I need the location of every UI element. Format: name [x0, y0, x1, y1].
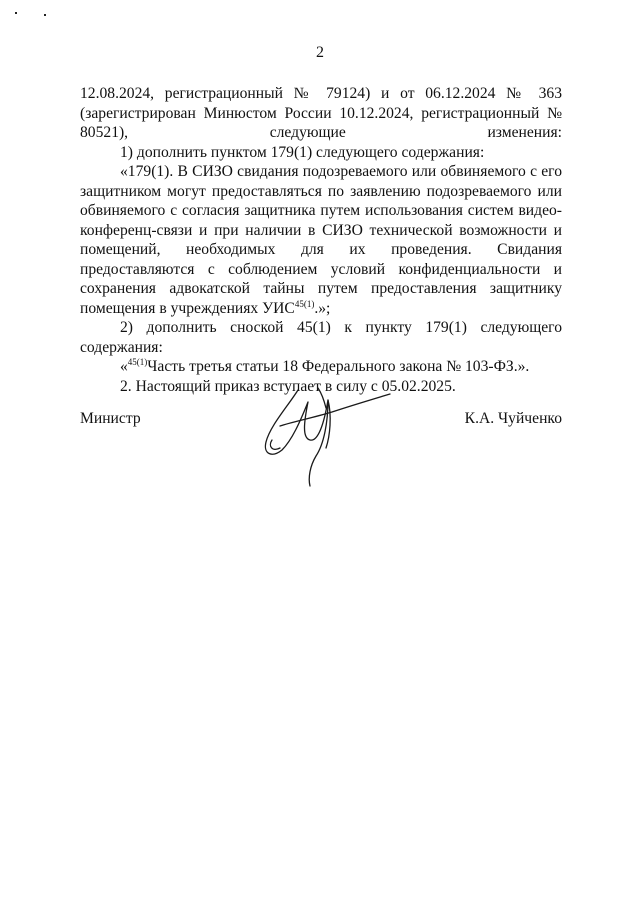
footnote-content: Часть третья статьи 18 Федерального закона № 103-ФЗ.». — [147, 358, 530, 375]
effective-date-item: 2. Настоящий приказ вступает в силу с 05.02.2025. — [120, 377, 456, 395]
footnote-reference: 45(1) — [294, 298, 315, 309]
quoted-provision — [80, 162, 562, 318]
quoted-provision-end: .»; — [314, 299, 331, 317]
handwritten-signature — [258, 382, 398, 490]
scan-mark — [44, 14, 46, 16]
document-body — [80, 84, 562, 396]
quoted-provision-text: «179(1). В СИЗО свидания подозреваемого или обвиняемого с его защитником могут предоставляться по заявлению подозреваемого или обвиняемого с согласия защитника путем использования систем видео-конференц-связи и при наличии в СИЗО технической возможности и помещений, необходимых для их проведения. Свидания предоставляются с соблюдением условий конфиденциальности и сохранения адвокатской тайны путем предоставления защитнику помещения в учреждениях УИС — [80, 163, 562, 317]
signatory-name: К.А. Чуйченко — [464, 410, 562, 427]
signatory-title: Министр — [80, 410, 141, 427]
amendment-item-1: 1) дополнить пунктом 179(1) следующего содержания: — [120, 143, 485, 161]
footnote-marker: 45(1) — [127, 357, 148, 367]
page-number: 2 — [316, 44, 324, 61]
continuation-paragraph: 12.08.2024, регистрационный № 79124) и от 06.12.2024 № 363 (зарегистрирован Минюстом России 10.12.2024, регистрационный № 80521), следующие изменения: — [80, 85, 562, 141]
amendment-item-2: 2) дополнить сноской 45(1) к пункту 179(1) следующего содержания: — [80, 319, 562, 356]
footnote-text — [80, 357, 562, 377]
scan-mark — [15, 12, 17, 14]
footnote-open-quote: « — [120, 358, 128, 375]
